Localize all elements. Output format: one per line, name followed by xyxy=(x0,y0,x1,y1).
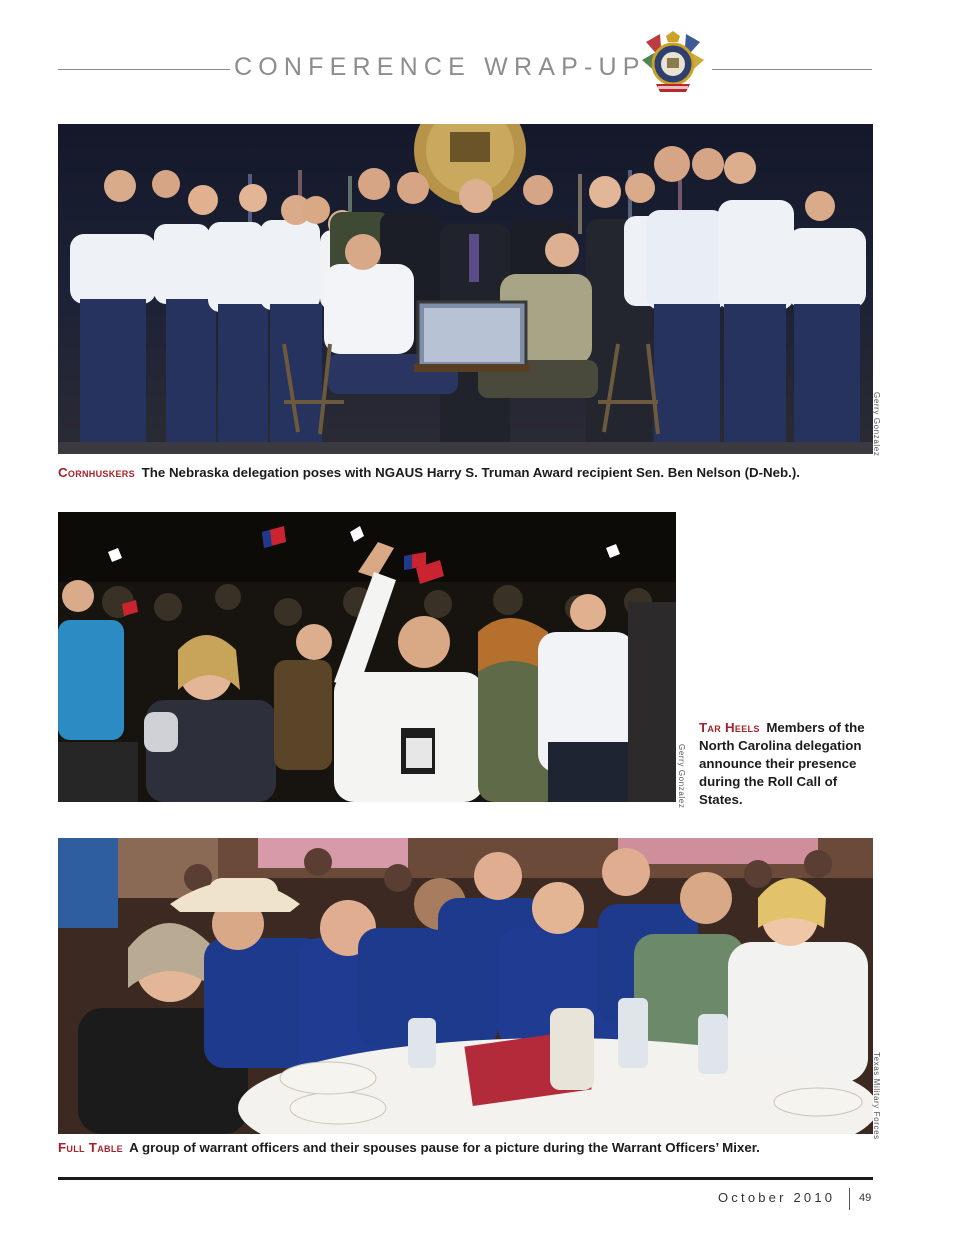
photo-credit-3: Texas Military Forces xyxy=(872,1052,881,1140)
ngaus-crest-icon xyxy=(636,30,710,98)
photo-credit-2: Gerry Gonzalez xyxy=(677,744,686,809)
photo-credit-1: Gerry Gonzalez xyxy=(872,392,881,457)
caption-kicker: Cornhuskers xyxy=(58,465,135,480)
header-rule-left xyxy=(58,69,230,70)
section-title: CONFERENCE WRAP-UP xyxy=(234,53,646,81)
photo-north-carolina-delegation xyxy=(58,512,676,802)
page-number: 49 xyxy=(859,1192,872,1204)
footer-separator xyxy=(849,1188,850,1210)
footer-issue-date: October 2010 xyxy=(718,1190,836,1205)
caption-kicker: Tar Heels xyxy=(699,720,760,735)
caption-text: A group of warrant officers and their spouses pause for a picture during the Warrant Officers’ Mixer. xyxy=(129,1140,760,1155)
caption-full-table xyxy=(58,1139,888,1157)
caption-text: The Nebraska delegation poses with NGAUS Harry S. Truman Award recipient Sen. Ben Nelson (D-Neb.). xyxy=(141,465,800,480)
photo-nebraska-delegation xyxy=(58,124,873,454)
footer-rule xyxy=(58,1177,873,1180)
caption-nebraska xyxy=(58,464,888,482)
photo-warrant-officers-mixer xyxy=(58,838,873,1134)
caption-text: Members of the North Carolina delegation announce their presence during the Roll Call of States. xyxy=(699,720,865,807)
header-rule-right xyxy=(712,69,872,70)
caption-north-carolina xyxy=(699,719,869,809)
caption-kicker: Full Table xyxy=(58,1140,123,1155)
